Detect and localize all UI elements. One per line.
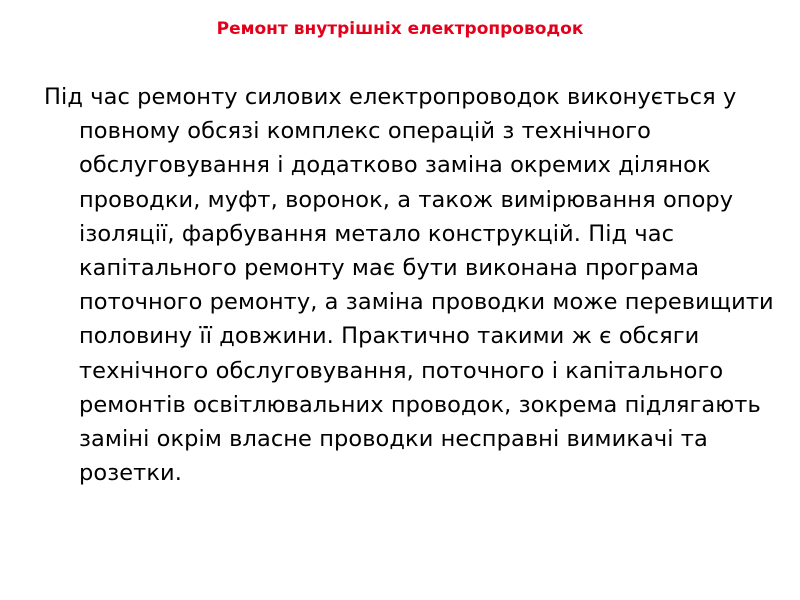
slide-title: Ремонт внутрішніх електропроводок — [216, 19, 584, 39]
slide-paragraph: Під час ремонту силових електропроводок виконується у повному обсязі комплекс операцій з технічного обслуговування і додатково заміна окремих ділянок проводки, муфт, воронок, а також вимірювання опору ізоляції, фарбування метало конструкцій. Під час капітального ремонту має бути виконана програма поточного ремонту, а заміна проводки може перевищити половину її довжини. Практично такими ж є обсяги технічного обслуговування, поточного і капітального ремонтів освітлювальних проводок, зокрема підлягають заміні окрім власне проводки несправні вимикачі та розетки. — [44, 84, 774, 487]
